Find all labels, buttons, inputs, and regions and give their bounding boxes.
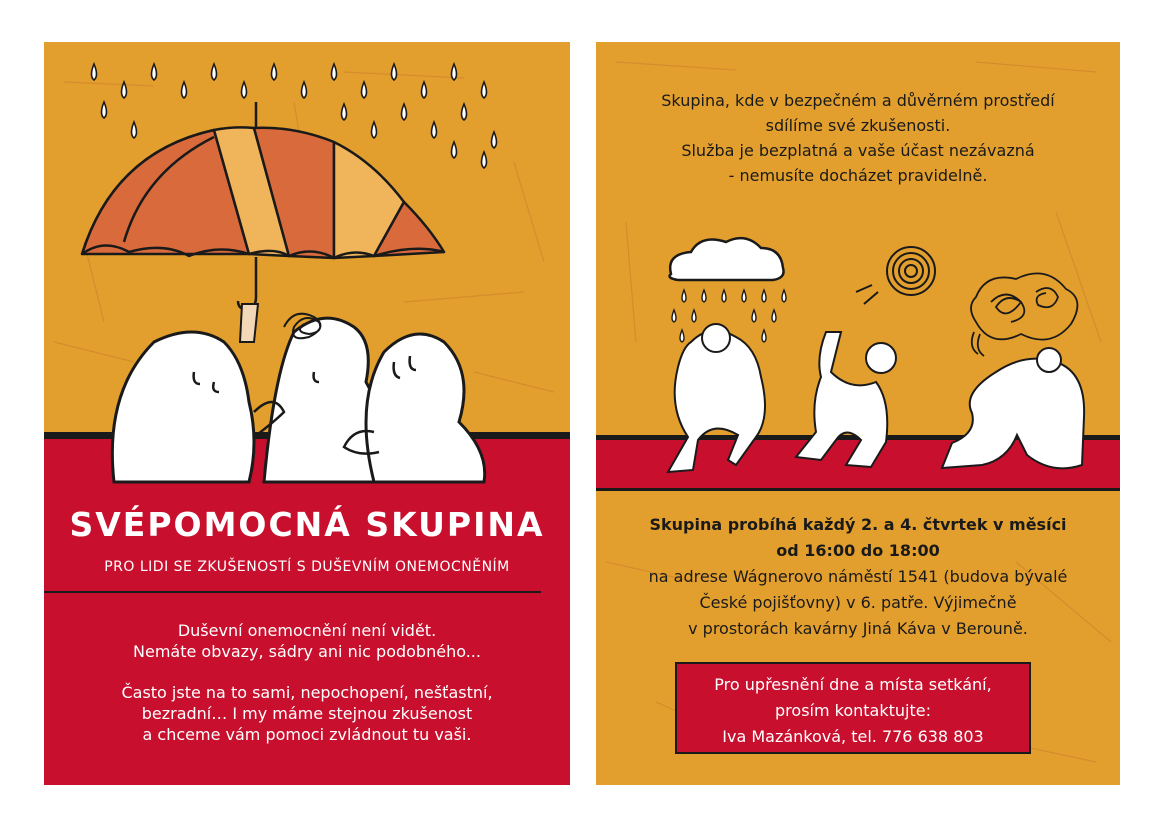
flyer-front [44, 42, 570, 785]
address-line: v prostorách kavárny Jiná Káva v Berouně. [688, 619, 1028, 638]
intro-line: sdílíme své zkušenosti. [765, 116, 951, 135]
cloud-icon [670, 238, 784, 280]
address-line: České pojišťovny) v 6. patře. Výjimečně [699, 593, 1017, 612]
schedule-line: Skupina probíhá každý 2. a 4. čtvrtek v měsíci [649, 515, 1067, 534]
intro-line: - nemusíte docházet pravidelně. [728, 166, 988, 185]
umbrella-people-illustration [44, 42, 570, 502]
sitting-people-illustration [596, 42, 1120, 482]
contact-box [675, 662, 1031, 754]
figures [112, 318, 484, 482]
divider-line [44, 591, 541, 593]
band-bottom-line [596, 488, 1120, 491]
intro-line: Služba je bezplatná a vaše účast nezávazná [681, 141, 1035, 160]
intro-line: Skupina, kde v bezpečném a důvěrném prostředí [661, 91, 1055, 110]
umbrella-handle [238, 257, 256, 309]
address-text [596, 564, 1120, 642]
contact-phone: Iva Mazánková, tel. 776 638 803 [722, 727, 984, 746]
support-line: bezradní… I my máme stejnou zkušenost [141, 704, 473, 723]
support-line: a chceme vám pomoci zvládnout tu vaši. [142, 725, 472, 744]
address-line: na adrese Wágnerovo náměstí 1541 (budova bývalé [648, 567, 1068, 586]
schedule-text [596, 512, 1120, 564]
sad-person-icon [668, 324, 765, 472]
intro-paragraph [44, 620, 570, 662]
tangled-thought-icon [971, 273, 1077, 356]
support-paragraph [44, 682, 570, 745]
stressed-person-icon [796, 332, 896, 467]
contact-line: prosím kontaktujte: [775, 701, 931, 720]
support-line: Často jste na to sami, nepochopení, nešťastní, [121, 683, 493, 702]
flyer-subtitle: PRO LIDI SE ZKUŠENOSTÍ S DUŠEVNÍM ONEMOCNĚNÍM [104, 559, 510, 575]
anxious-person-icon [942, 348, 1084, 468]
intro-line: Nemáte obvazy, sádry ani nic podobného... [133, 642, 481, 661]
intro-line: Duševní onemocnění není vidět. [177, 621, 437, 640]
contact-line: Pro upřesnění dne a místa setkání, [714, 675, 992, 694]
flyer-title: SVÉPOMOCNÁ SKUPINA [69, 505, 545, 544]
spiral-icon [856, 247, 935, 304]
umbrella-icon [82, 102, 444, 258]
flyer-back [596, 42, 1120, 785]
schedule-time: od 16:00 do 18:00 [776, 541, 940, 560]
